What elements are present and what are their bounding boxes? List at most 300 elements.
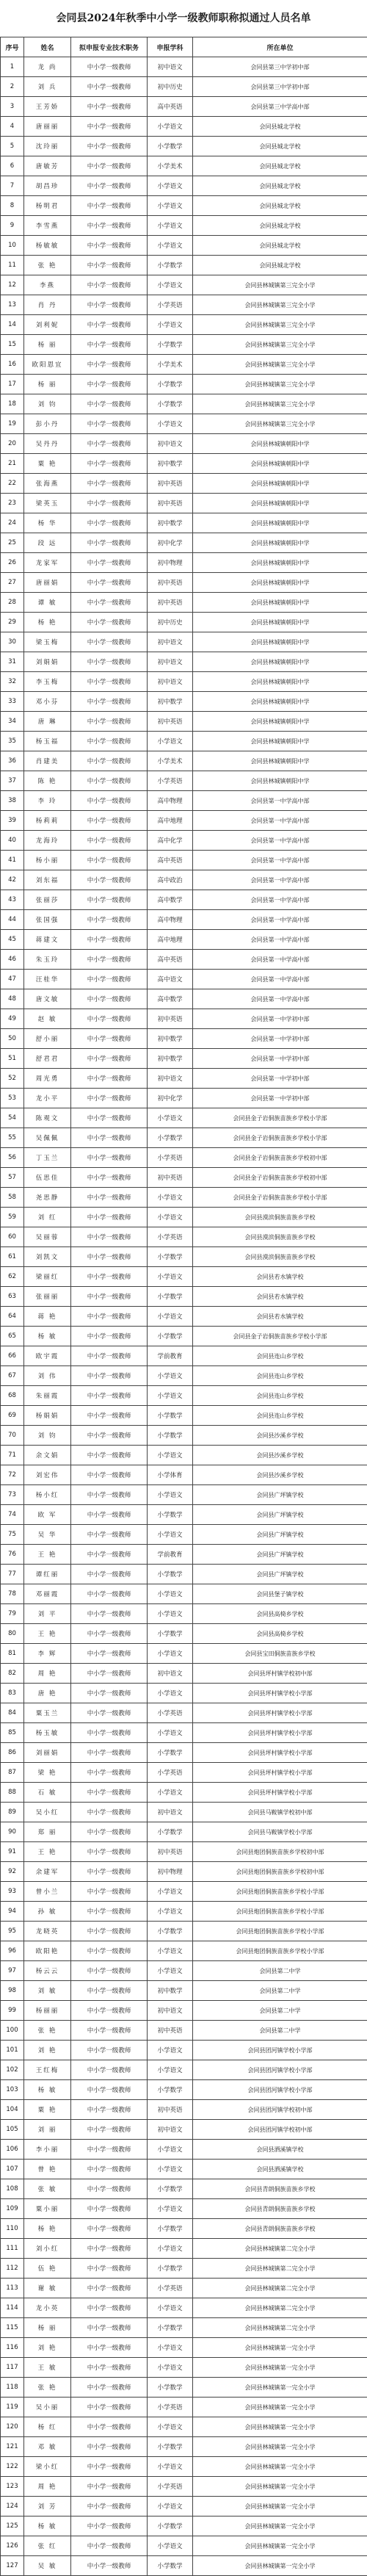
school-unit: 会同县第一中学初中部	[193, 1069, 367, 1089]
school-unit: 会同县第三中学初中部	[193, 77, 367, 97]
subject: 小学语文	[148, 1604, 193, 1624]
title-applied: 中小学一级教师	[71, 1108, 148, 1128]
title-applied: 中小学一级教师	[71, 1366, 148, 1386]
teacher-name: 杨 丽	[24, 335, 71, 355]
row-index: 115	[1, 2318, 24, 2338]
teacher-name: 肖 丹	[24, 295, 71, 315]
subject: 小学数学	[148, 1247, 193, 1267]
title-applied: 中小学一级教师	[71, 930, 148, 950]
title-applied: 中小学一级教师	[71, 1703, 148, 1723]
teacher-name: 刘 钧	[24, 1426, 71, 1446]
school-unit: 会同县林城镇朝阳中学	[193, 613, 367, 632]
row-index: 124	[1, 2497, 24, 2517]
subject: 小学语文	[148, 2497, 193, 2517]
title-applied: 中小学一级教师	[71, 474, 148, 494]
title-applied: 中小学一级教师	[71, 315, 148, 335]
row-index: 106	[1, 2140, 24, 2160]
teacher-name: 杨莉莉	[24, 811, 71, 831]
row-index: 23	[1, 494, 24, 513]
table-row	[1, 2060, 367, 2080]
row-index: 12	[1, 275, 24, 295]
title-applied: 中小学一级教师	[71, 533, 148, 553]
title-applied: 中小学一级教师	[71, 1327, 148, 1346]
title-applied: 中小学一级教师	[71, 1188, 148, 1208]
teacher-name: 唐丽丽	[24, 117, 71, 137]
school-unit: 会同县林城镇第三完全小学	[193, 394, 367, 414]
teacher-name: 刘 伟	[24, 1366, 71, 1386]
title-applied: 中小学一级教师	[71, 2437, 148, 2457]
table-row	[1, 1862, 367, 1882]
teacher-name: 王芳娇	[24, 97, 71, 117]
title-applied: 中小学一级教师	[71, 2199, 148, 2219]
table-row	[1, 494, 367, 513]
row-index: 42	[1, 870, 24, 890]
teacher-name: 孙 敏	[24, 1902, 71, 1922]
table-row	[1, 2338, 367, 2358]
school-unit: 会同县坪村镇学校小学部	[193, 1783, 367, 1803]
row-index: 17	[1, 375, 24, 394]
title-applied: 中小学一级教师	[71, 1803, 148, 1822]
table-row	[1, 989, 367, 1009]
row-index: 118	[1, 2378, 24, 2398]
teacher-name: 王 艳	[24, 1842, 71, 1862]
teacher-name: 刘东福	[24, 870, 71, 890]
teacher-name: 邓丽霞	[24, 1584, 71, 1604]
school-unit: 会同县城北学校	[193, 176, 367, 196]
subject: 小学语文	[148, 2041, 193, 2060]
row-index: 18	[1, 394, 24, 414]
row-index: 99	[1, 2001, 24, 2021]
table-row	[1, 77, 367, 97]
title-applied: 中小学一级教师	[71, 2517, 148, 2536]
table-row	[1, 811, 367, 831]
title-applied: 中小学一级教师	[71, 2120, 148, 2140]
subject: 小学语文	[148, 1684, 193, 1703]
school-unit: 会同县林城镇第三完全小学	[193, 295, 367, 315]
title-applied: 中小学一级教师	[71, 751, 148, 771]
row-index: 59	[1, 1208, 24, 1227]
title-applied: 中小学一级教师	[71, 1584, 148, 1604]
subject: 小学英语	[148, 771, 193, 791]
row-index: 11	[1, 256, 24, 275]
school-unit: 会同县洒溪镇学校	[193, 2140, 367, 2160]
row-index: 10	[1, 236, 24, 256]
table-row	[1, 2140, 367, 2160]
subject: 小学数学	[148, 2080, 193, 2100]
table-row	[1, 1406, 367, 1426]
teacher-name: 曾 艳	[24, 2160, 71, 2179]
school-unit: 会同县林城镇第二完全小学	[193, 2259, 367, 2279]
title-applied: 中小学一级教师	[71, 1842, 148, 1862]
teacher-name: 尧思静	[24, 1188, 71, 1208]
teacher-name: 刘 红	[24, 1208, 71, 1227]
row-index: 83	[1, 1684, 24, 1703]
school-unit: 会同县林城镇朝阳中学	[193, 652, 367, 672]
subject: 小学数学	[148, 2259, 193, 2279]
title-applied: 中小学一级教师	[71, 1168, 148, 1188]
title-applied: 中小学一级教师	[71, 117, 148, 137]
title-applied: 中小学一级教师	[71, 1089, 148, 1108]
subject: 小学数学	[148, 1822, 193, 1842]
table-row	[1, 1902, 367, 1922]
table-row	[1, 1188, 367, 1208]
header-title: 拟申报专业技术职务	[71, 37, 148, 57]
table-row	[1, 870, 367, 890]
title-applied: 中小学一级教师	[71, 1128, 148, 1148]
subject: 小学语文	[148, 216, 193, 236]
table-row	[1, 1009, 367, 1029]
row-index: 72	[1, 1465, 24, 1485]
table-row	[1, 1148, 367, 1168]
table-row	[1, 910, 367, 930]
row-index: 94	[1, 1902, 24, 1922]
teacher-name: 邓 敏	[24, 2437, 71, 2457]
title-applied: 中小学一级教师	[71, 2160, 148, 2179]
title-applied: 中小学一级教师	[71, 335, 148, 355]
row-index: 108	[1, 2179, 24, 2199]
title-applied: 中小学一级教师	[71, 771, 148, 791]
table-row	[1, 1624, 367, 1644]
subject: 小学数学	[148, 1565, 193, 1584]
row-index: 104	[1, 2100, 24, 2120]
subject: 小学数学	[148, 137, 193, 156]
teacher-name: 张 艳	[24, 256, 71, 275]
row-index: 110	[1, 2219, 24, 2239]
table-row	[1, 1922, 367, 1941]
school-unit: 会同县广坪镇学校	[193, 1525, 367, 1545]
teacher-name: 李玉梅	[24, 672, 71, 692]
row-index: 57	[1, 1168, 24, 1188]
row-index: 117	[1, 2358, 24, 2378]
table-row	[1, 1604, 367, 1624]
title-applied: 中小学一级教师	[71, 732, 148, 751]
table-row	[1, 771, 367, 791]
row-index: 119	[1, 2398, 24, 2417]
title-applied: 中小学一级教师	[71, 2001, 148, 2021]
title-applied: 中小学一级教师	[71, 1029, 148, 1049]
title-applied: 中小学一级教师	[71, 196, 148, 216]
subject: 小学数学	[148, 2437, 193, 2457]
title-applied: 中小学一级教师	[71, 811, 148, 831]
school-unit: 会同县林城镇第二完全小学	[193, 2279, 367, 2298]
row-index: 50	[1, 1029, 24, 1049]
school-unit: 会同县炮团侗族苗族乡学校小学部	[193, 1922, 367, 1941]
subject: 小学语文	[148, 176, 193, 196]
subject: 初中历史	[148, 613, 193, 632]
teacher-name: 曾小兰	[24, 1882, 71, 1902]
school-unit: 会同县城北学校	[193, 216, 367, 236]
school-unit: 会同县第一中学高中部	[193, 791, 367, 811]
table-row	[1, 2378, 367, 2398]
title-applied: 中小学一级教师	[71, 236, 148, 256]
title-applied: 中小学一级教师	[71, 434, 148, 454]
table-row	[1, 1545, 367, 1565]
subject: 小学语文	[148, 315, 193, 335]
title-applied: 中小学一级教师	[71, 2298, 148, 2318]
row-index: 101	[1, 2041, 24, 2060]
title-applied: 中小学一级教师	[71, 2219, 148, 2239]
school-unit: 会同县炮团侗族苗族乡学校小学部	[193, 1882, 367, 1902]
teacher-name: 刘丽娟	[24, 1743, 71, 1763]
school-unit: 会同县连山乡学校	[193, 1386, 367, 1406]
subject: 初中语文	[148, 1664, 193, 1684]
subject: 初中英语	[148, 1842, 193, 1862]
row-index: 60	[1, 1227, 24, 1247]
teacher-name: 欧阳艳	[24, 1941, 71, 1961]
table-row	[1, 2517, 367, 2536]
title-applied: 中小学一级教师	[71, 77, 148, 97]
subject: 初中语文	[148, 2120, 193, 2140]
title-applied: 中小学一级教师	[71, 851, 148, 870]
title-applied: 中小学一级教师	[71, 2140, 148, 2160]
school-unit: 会同县第一中学高中部	[193, 989, 367, 1009]
row-index: 54	[1, 1108, 24, 1128]
row-index: 65	[1, 1327, 24, 1346]
title-applied: 中小学一级教师	[71, 2100, 148, 2120]
subject: 初中数学	[148, 454, 193, 474]
subject: 小学数学	[148, 2378, 193, 2398]
title-applied: 中小学一级教师	[71, 1307, 148, 1327]
school-unit: 会同县宝田侗族苗族乡学校	[193, 1644, 367, 1664]
school-unit: 会同县连山乡学校	[193, 1346, 367, 1366]
teacher-name: 杨云云	[24, 1961, 71, 1981]
title-applied: 中小学一级教师	[71, 275, 148, 295]
subject: 小学语文	[148, 2199, 193, 2219]
school-unit: 会同县若水镇学校	[193, 1287, 367, 1307]
title-applied: 中小学一级教师	[71, 1148, 148, 1168]
table-row	[1, 275, 367, 295]
table-row	[1, 1346, 367, 1366]
title-applied: 中小学一级教师	[71, 1684, 148, 1703]
teacher-name: 王 艳	[24, 1624, 71, 1644]
title-applied: 中小学一级教师	[71, 1426, 148, 1446]
table-row	[1, 950, 367, 970]
title-applied: 中小学一级教师	[71, 2477, 148, 2497]
row-index: 9	[1, 216, 24, 236]
teacher-name: 张 艳	[24, 2378, 71, 2398]
row-index: 109	[1, 2199, 24, 2219]
teacher-name: 杨娟娟	[24, 1406, 71, 1426]
row-index: 97	[1, 1961, 24, 1981]
school-unit: 会同县林城镇朝阳中学	[193, 692, 367, 712]
table-row	[1, 216, 367, 236]
table-row	[1, 2179, 367, 2199]
school-unit: 会同县金子岩侗族苗族乡学校小学部	[193, 1108, 367, 1128]
title-applied: 中小学一级教师	[71, 672, 148, 692]
row-index: 48	[1, 989, 24, 1009]
row-index: 4	[1, 117, 24, 137]
table-row	[1, 295, 367, 315]
teacher-name: 李燕	[24, 275, 71, 295]
row-index: 122	[1, 2457, 24, 2477]
table-row	[1, 970, 367, 989]
teacher-name: 伍 艳	[24, 2259, 71, 2279]
school-unit: 会同县炮团侗族苗族乡学校小学部	[193, 1941, 367, 1961]
subject: 小学语文	[148, 1882, 193, 1902]
row-index: 14	[1, 315, 24, 335]
subject: 初中英语	[148, 474, 193, 494]
subject: 初中物理	[148, 553, 193, 573]
subject: 高中化学	[148, 831, 193, 851]
school-unit: 会同县林城镇朝阳中学	[193, 712, 367, 732]
subject: 小学语文	[148, 1267, 193, 1287]
teacher-name: 杨小丽	[24, 851, 71, 870]
row-index: 68	[1, 1386, 24, 1406]
school-unit: 会同县第一中学高中部	[193, 811, 367, 831]
subject: 初中数学	[148, 692, 193, 712]
school-unit: 会同县团河镇学校小学部	[193, 2080, 367, 2100]
teacher-name: 沈玲丽	[24, 137, 71, 156]
subject: 小学语文	[148, 2160, 193, 2179]
row-index: 69	[1, 1406, 24, 1426]
title-applied: 中小学一级教师	[71, 2378, 148, 2398]
subject: 小学数学	[148, 1426, 193, 1446]
row-index: 127	[1, 2556, 24, 2576]
row-index: 70	[1, 1426, 24, 1446]
subject: 小学语文	[148, 1188, 193, 1208]
title-applied: 中小学一级教师	[71, 1525, 148, 1545]
school-unit: 会同县城北学校	[193, 137, 367, 156]
row-index: 39	[1, 811, 24, 831]
title-applied: 中小学一级教师	[71, 1069, 148, 1089]
teacher-name: 龙海玲	[24, 831, 71, 851]
subject: 小学数学	[148, 1287, 193, 1307]
table-row	[1, 1485, 367, 1505]
teacher-name: 谭红丽	[24, 1565, 71, 1584]
row-index: 88	[1, 1783, 24, 1803]
row-index: 105	[1, 2120, 24, 2140]
school-unit: 会同县林城镇第一完全小学	[193, 2398, 367, 2417]
title-applied: 中小学一级教师	[71, 652, 148, 672]
teacher-name: 刘 芳	[24, 2497, 71, 2517]
table-row	[1, 1584, 367, 1604]
teacher-name: 刘 艳	[24, 2041, 71, 2060]
teacher-name: 王 敏	[24, 2358, 71, 2378]
school-unit: 会同县林城镇朝阳中学	[193, 632, 367, 652]
subject: 高中物理	[148, 791, 193, 811]
teacher-name: 刘 钧	[24, 394, 71, 414]
table-row	[1, 632, 367, 652]
teacher-name: 吴丹丹	[24, 434, 71, 454]
row-index: 8	[1, 196, 24, 216]
teacher-name: 刘小红	[24, 2239, 71, 2259]
teacher-name: 周 艳	[24, 1664, 71, 1684]
school-unit: 会同县漠滨侗族苗族乡学校	[193, 1208, 367, 1227]
school-unit: 会同县林城镇第一完全小学	[193, 2536, 367, 2556]
row-index: 95	[1, 1922, 24, 1941]
subject: 小学语文	[148, 1961, 193, 1981]
school-unit: 会同县林城镇第三完全小学	[193, 414, 367, 434]
table-row	[1, 1247, 367, 1267]
row-index: 22	[1, 474, 24, 494]
school-unit: 会同县金子岩侗族苗族乡学校小学部	[193, 1128, 367, 1148]
title-applied: 中小学一级教师	[71, 1624, 148, 1644]
teacher-name: 杨 敏	[24, 1327, 71, 1346]
row-index: 67	[1, 1366, 24, 1386]
row-index: 111	[1, 2239, 24, 2259]
teacher-name: 粟 艳	[24, 454, 71, 474]
title-applied: 中小学一级教师	[71, 1009, 148, 1029]
title-applied: 中小学一级教师	[71, 97, 148, 117]
row-index: 27	[1, 573, 24, 593]
teacher-name: 粟小丽	[24, 2199, 71, 2219]
title-applied: 中小学一级教师	[71, 156, 148, 176]
row-index: 84	[1, 1703, 24, 1723]
table-row	[1, 1723, 367, 1743]
teacher-name: 吴小丽	[24, 2398, 71, 2417]
school-unit: 会同县林城镇第一完全小学	[193, 2517, 367, 2536]
teacher-name: 吴丽蓉	[24, 1227, 71, 1247]
teacher-name: 唐 琳	[24, 712, 71, 732]
row-index: 44	[1, 910, 24, 930]
table-row	[1, 831, 367, 851]
school-unit: 会同县第一中学初中部	[193, 1029, 367, 1049]
header-subject: 申报学科	[148, 37, 193, 57]
school-unit: 会同县第一中学高中部	[193, 831, 367, 851]
row-index: 38	[1, 791, 24, 811]
subject: 小学英语	[148, 295, 193, 315]
table-row	[1, 930, 367, 950]
teacher-name: 吴小红	[24, 1803, 71, 1822]
row-index: 96	[1, 1941, 24, 1961]
title-applied: 中小学一级教师	[71, 1922, 148, 1941]
subject: 小学语文	[148, 1386, 193, 1406]
school-unit: 会同县城北学校	[193, 256, 367, 275]
table-row	[1, 2160, 367, 2179]
teacher-name: 余文娟	[24, 1446, 71, 1465]
table-row	[1, 751, 367, 771]
subject: 初中英语	[148, 1009, 193, 1029]
subject: 小学英语	[148, 1227, 193, 1247]
title-applied: 中小学一级教师	[71, 632, 148, 652]
title-applied: 中小学一级教师	[71, 1862, 148, 1882]
teacher-name: 谭 敏	[24, 593, 71, 613]
table-row	[1, 672, 367, 692]
title-applied: 中小学一级教师	[71, 2556, 148, 2576]
title-applied: 中小学一级教师	[71, 712, 148, 732]
row-index: 87	[1, 1763, 24, 1783]
title-applied: 中小学一级教师	[71, 394, 148, 414]
subject: 小学数学	[148, 1505, 193, 1525]
row-index: 55	[1, 1128, 24, 1148]
title-applied: 中小学一级教师	[71, 1604, 148, 1624]
subject: 学前教育	[148, 1346, 193, 1366]
title-applied: 中小学一级教师	[71, 414, 148, 434]
teacher-name: 赵 敏	[24, 1009, 71, 1029]
table-row	[1, 97, 367, 117]
school-unit: 会同县堡子镇学校	[193, 1584, 367, 1604]
table-row	[1, 2120, 367, 2140]
title-applied: 中小学一级教师	[71, 1505, 148, 1525]
subject: 高中语文	[148, 970, 193, 989]
subject: 小学语文	[148, 2338, 193, 2358]
subject: 初中英语	[148, 2021, 193, 2041]
teacher-name: 郑 丽	[24, 1822, 71, 1842]
title-applied: 中小学一级教师	[71, 1465, 148, 1485]
name-list-table	[0, 37, 367, 2576]
title-applied: 中小学一级教师	[71, 1208, 148, 1227]
teacher-name: 梁小红	[24, 2457, 71, 2477]
table-row	[1, 2318, 367, 2338]
title-applied: 中小学一级教师	[71, 2080, 148, 2100]
title-applied: 中小学一级教师	[71, 355, 148, 375]
school-unit: 会同县青朗侗族苗族乡学校	[193, 2199, 367, 2219]
table-row	[1, 1941, 367, 1961]
teacher-name: 胡昌珍	[24, 176, 71, 196]
school-unit: 会同县第一中学高中部	[193, 851, 367, 870]
table-row	[1, 117, 367, 137]
school-unit: 会同县林城镇朝阳中学	[193, 751, 367, 771]
